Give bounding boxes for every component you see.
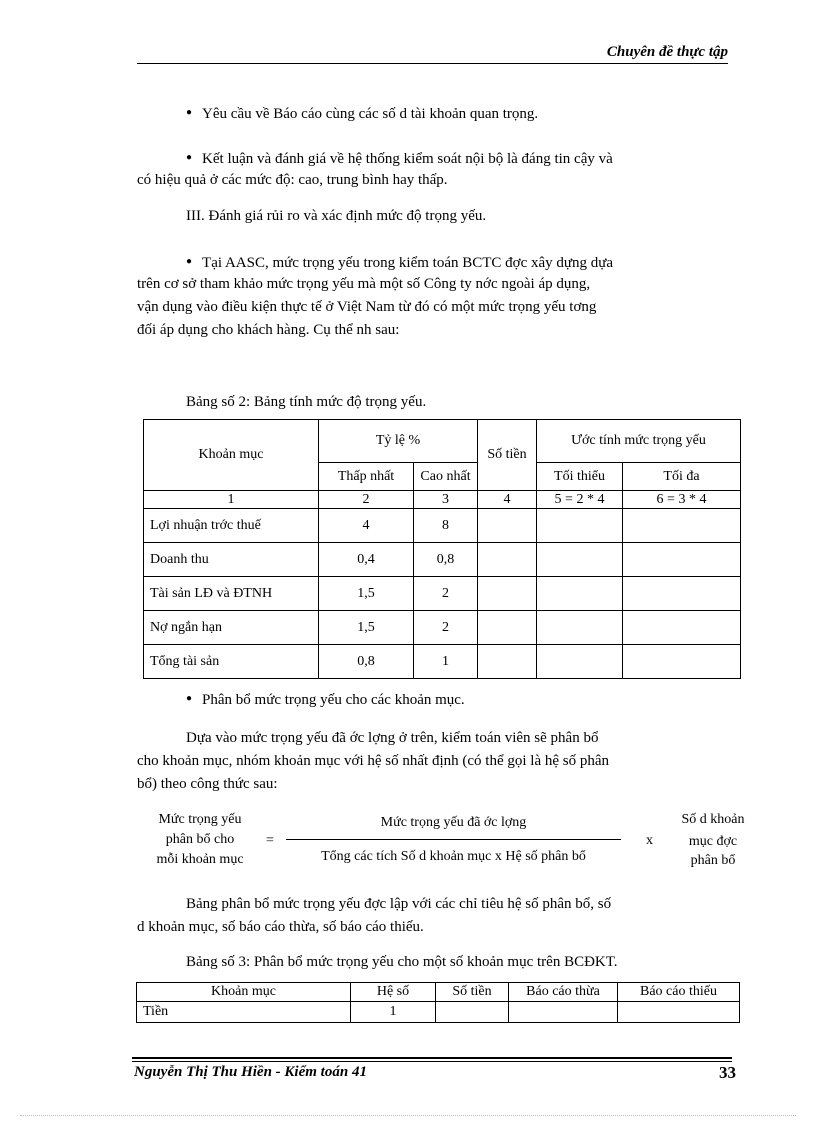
footer-rule-thick (132, 1057, 732, 1059)
formula-right-1: Số d khoản (681, 812, 745, 827)
fraction-bar (286, 839, 621, 840)
materiality-table (143, 419, 741, 679)
row-min: 0,8 (319, 645, 414, 679)
table-row (144, 577, 741, 611)
bullet-paragraph-5: ● Phân bổ mức trọng yếu cho các khoản mục. (186, 687, 465, 712)
th-toi-da: Tối đa (623, 463, 741, 491)
th-cao-nhat: Cao nhất (414, 463, 478, 491)
row-name: Doanh thu (144, 543, 319, 577)
paragraph-6-line3: bổ) theo công thức sau: (137, 776, 278, 792)
paragraph-4-line4: đối áp dụng cho khách hàng. Cụ thể nh sau: (137, 322, 400, 338)
row-max: 0,8 (414, 543, 478, 577)
formula-left-2: phân bổ cho (165, 832, 235, 847)
th-toi-thieu: Tối thiểu (537, 463, 623, 491)
formula-right-3: phân bổ (690, 853, 736, 868)
formula-numerator: Mức trọng yếu đã ớc lợng (380, 815, 527, 830)
table3-caption: Bảng số 3: Phân bổ mức trọng yếu cho một số khoản mục trên BCĐKT. (186, 954, 618, 970)
empty-cell (623, 577, 741, 611)
header-rule (137, 63, 728, 64)
idx-cell: 2 (319, 491, 414, 509)
table-row (144, 645, 741, 679)
empty-cell (623, 611, 741, 645)
row-max: 2 (414, 611, 478, 645)
footer-rule-thin (132, 1061, 732, 1062)
th-uoc-tinh: Ước tính mức trọng yếu (537, 420, 741, 463)
th-he-so: Hệ số (351, 983, 436, 1002)
section-heading-iii: III. Đánh giá rủi ro và xác định mức độ trọng yếu. (186, 208, 487, 224)
th-bao-cao-thua: Báo cáo thừa (509, 983, 618, 1002)
empty-cell (537, 577, 623, 611)
paragraph-6-line1: Dựa vào mức trọng yếu đã ớc lợng ở trên, kiểm toán viên sẽ phân bổ (186, 730, 599, 746)
row-name: Tiền (137, 1002, 351, 1023)
paragraph-2-line2: có hiệu quả ở các mức độ: cao, trung bình hay thấp. (137, 172, 448, 188)
formula-equals: = (266, 833, 274, 848)
row-name: Tài sản LĐ và ĐTNH (144, 577, 319, 611)
page-edge-dots (20, 1115, 796, 1116)
row-name: Nợ ngắn hạn (144, 611, 319, 645)
formula-denominator: Tổng các tích Số d khoản mục x Hệ số phân bổ (321, 849, 586, 864)
allocation-table (136, 982, 740, 1023)
th-so-tien: Số tiền (478, 420, 537, 491)
idx-cell: 3 (414, 491, 478, 509)
table-row (144, 543, 741, 577)
empty-cell (623, 645, 741, 679)
header-title: Chuyên đề thực tập (606, 44, 728, 60)
table-row (144, 509, 741, 543)
idx-cell: 5 = 2 * 4 (537, 491, 623, 509)
formula-left-3: mỗi khoản mục (156, 852, 244, 867)
th-so-tien: Số tiền (436, 983, 509, 1002)
bullet-paragraph-4-line1: ● Tại AASC, mức trọng yếu trong kiểm toán BCTC đợc xây dựng dựa (186, 250, 613, 275)
empty-cell (537, 611, 623, 645)
empty-cell (537, 509, 623, 543)
empty-cell (623, 509, 741, 543)
row-name: Tổng tài sản (144, 645, 319, 679)
page-number: 33 (719, 1063, 736, 1082)
formula-left-1: Mức trọng yếu (158, 812, 242, 827)
th-bao-cao-thieu: Báo cáo thiếu (618, 983, 740, 1002)
empty-cell (537, 645, 623, 679)
empty-cell (509, 1002, 618, 1023)
paragraph-4-line2: trên cơ sở tham khảo mức trọng yếu mà một số Công ty nớc ngoài áp dụng, (137, 276, 591, 292)
bullet-paragraph-2-line1: ● Kết luận và đánh giá về hệ thống kiểm soát nội bộ là đáng tin cậy và (186, 146, 613, 171)
idx-cell: 4 (478, 491, 537, 509)
empty-cell (478, 543, 537, 577)
table-row (144, 611, 741, 645)
empty-cell (537, 543, 623, 577)
empty-cell (478, 645, 537, 679)
paragraph-4-line3: vận dụng vào điều kiện thực tế ở Việt Nam từ đó có một mức trọng yếu tơng (137, 299, 597, 315)
paragraph-7-line2: d khoản mục, số báo cáo thừa, số báo cáo thiếu. (137, 919, 424, 935)
empty-cell (478, 577, 537, 611)
th-ty-le: Tỷ lệ % (319, 420, 478, 463)
idx-cell: 1 (144, 491, 319, 509)
row-min: 0,4 (319, 543, 414, 577)
th-thap-nhat: Thấp nhất (319, 463, 414, 491)
paragraph-6-line2: cho khoản mục, nhóm khoản mục với hệ số nhất định (có thể gọi là hệ số phân (137, 753, 610, 769)
empty-cell (618, 1002, 740, 1023)
table2-caption: Bảng số 2: Bảng tính mức độ trọng yếu. (186, 394, 427, 410)
row-max: 1 (414, 645, 478, 679)
bullet-paragraph-1: ● Yêu cầu về Báo cáo cùng các số d tài khoản quan trọng. (186, 101, 538, 126)
formula-right-2: mục đợc (688, 834, 738, 849)
th-khoan-muc: Khoản mục (137, 983, 351, 1002)
paragraph-7-line1: Bảng phân bổ mức trọng yếu đợc lập với các chỉ tiêu hệ số phân bổ, số (186, 896, 612, 912)
row-min: 4 (319, 509, 414, 543)
empty-cell (478, 509, 537, 543)
th-khoan-muc: Khoản mục (144, 420, 319, 491)
row-max: 2 (414, 577, 478, 611)
row-name: Lợi nhuận trớc thuế (144, 509, 319, 543)
empty-cell (436, 1002, 509, 1023)
empty-cell (478, 611, 537, 645)
row-min: 1,5 (319, 611, 414, 645)
table-row (137, 1002, 740, 1023)
empty-cell (623, 543, 741, 577)
row-min: 1,5 (319, 577, 414, 611)
idx-cell: 6 = 3 * 4 (623, 491, 741, 509)
formula-times: x (646, 833, 653, 848)
row-max: 8 (414, 509, 478, 543)
row-coef: 1 (351, 1002, 436, 1023)
footer-author: Nguyễn Thị Thu Hiền - Kiểm toán 41 (134, 1064, 367, 1080)
